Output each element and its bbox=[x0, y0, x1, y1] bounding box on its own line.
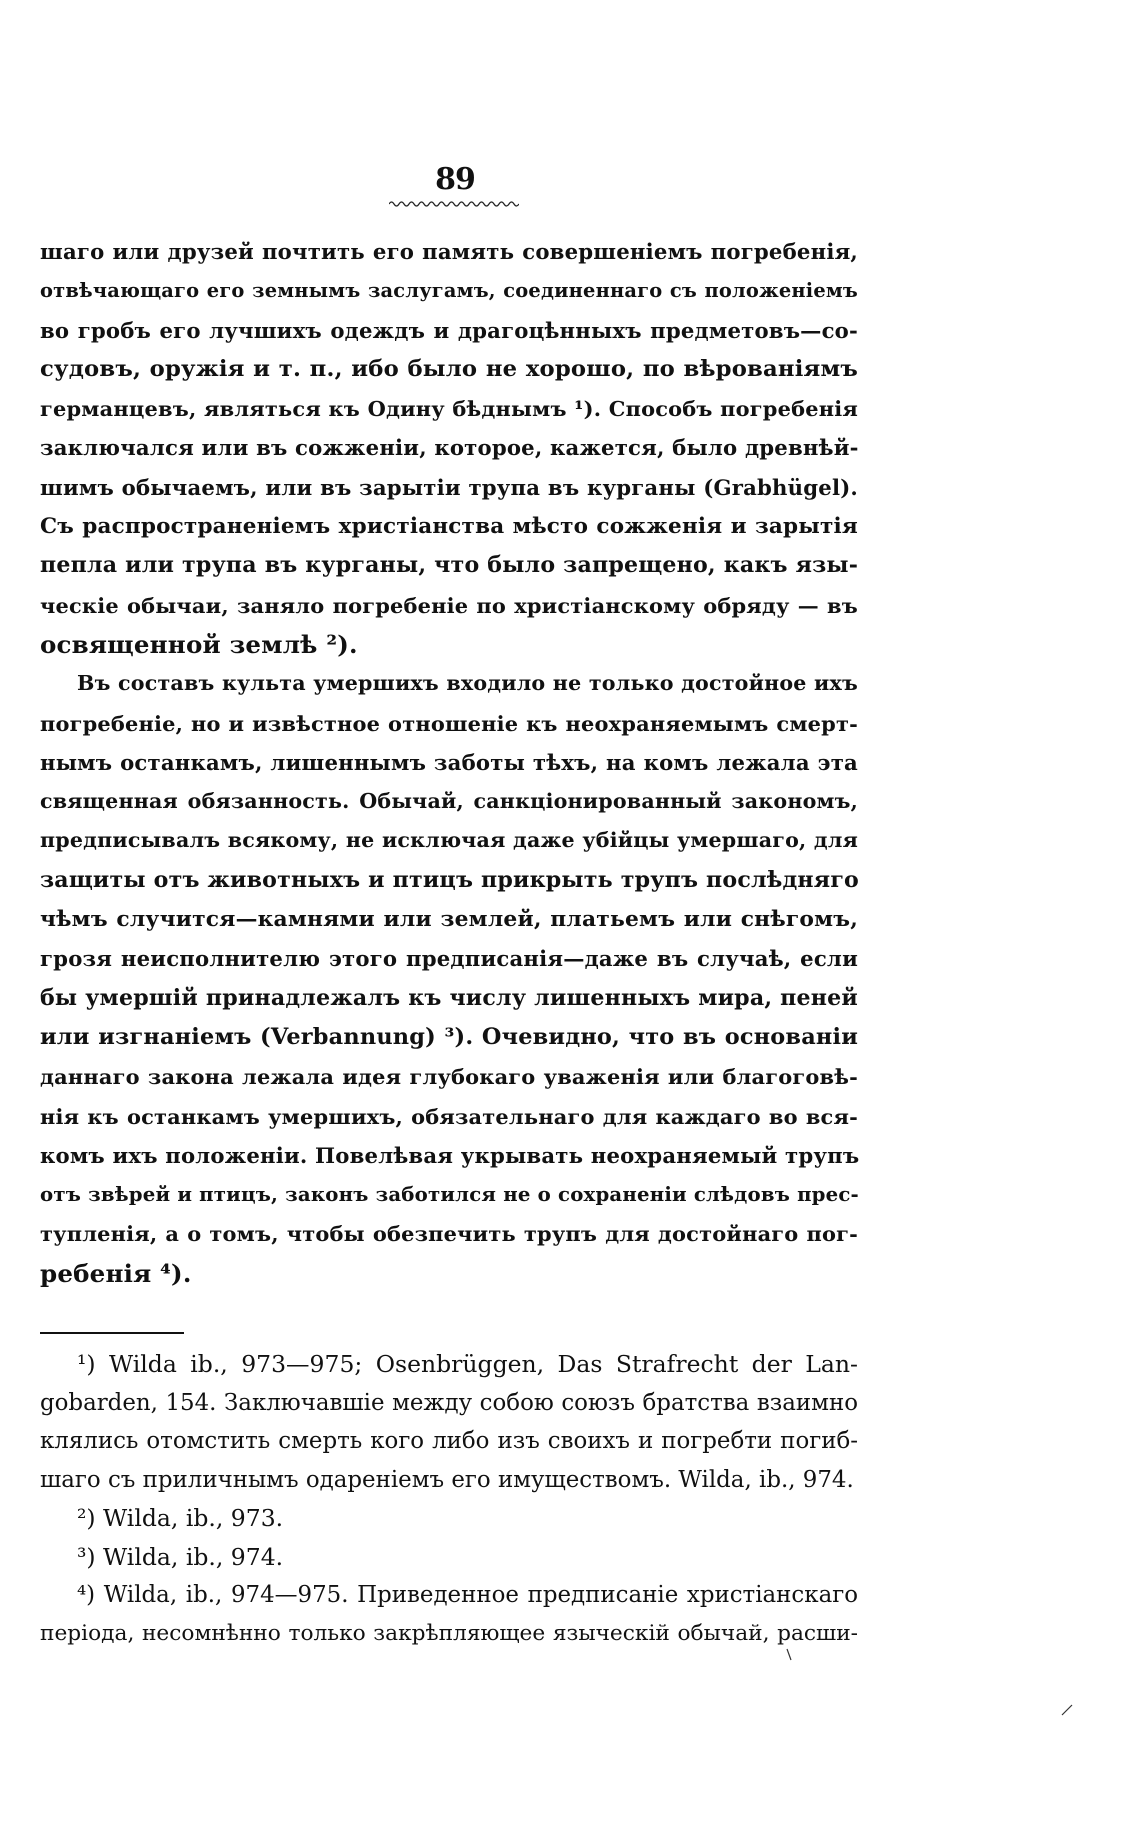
footnote-line: клялись отомстить смерть кого либо изъ своихъ и погребти погиб- bbox=[40, 1428, 858, 1454]
main-text bbox=[40, 232, 858, 1293]
text-line: ческіе обычаи, заняло погребеніе по христіанскому обряду — въ bbox=[40, 592, 858, 618]
text-line: или изгнаніемъ (Verbannung) ³). Очевидно, что въ основаніи bbox=[40, 1023, 858, 1050]
text-line: чѣмъ случится—камнями или землей, платьемъ или снѣгомъ, bbox=[40, 907, 858, 933]
text-line: заключался или въ сожженіи, которое, кажется, было древнѣй- bbox=[40, 435, 859, 461]
paragraph-2 bbox=[40, 664, 858, 1293]
text-line: тупленія, а о томъ, чтобы обезпечить трупъ для достойнаго пог- bbox=[40, 1221, 858, 1247]
text-line: бы умершій принадлежалъ къ числу лишенныхъ мира, пеней bbox=[40, 984, 858, 1011]
text-line: даннаго закона лежала идея глубокаго уваженія или благоговѣ- bbox=[40, 1064, 858, 1090]
text-line: Съ распространеніемъ христіанства мѣсто сожженія и зарытія bbox=[40, 514, 858, 540]
text-line: грозя неисполнителю этого предписанія—даже въ случаѣ, если bbox=[40, 946, 858, 972]
text-line: погребеніе, но и извѣстное отношеніе къ неохраняемымъ смерт- bbox=[40, 710, 858, 736]
scan-speck bbox=[1060, 1704, 1074, 1716]
text-line: отъ звѣрей и птицъ, законъ заботился не о сохраненіи слѣдовъ прес- bbox=[40, 1183, 859, 1207]
text-line: судовъ, оружія и т. п., ибо было не хорошо, по вѣрованіямъ bbox=[40, 355, 858, 382]
page-number: 89 bbox=[435, 162, 475, 197]
footnote-line: ²) Wilda, ib., 973. bbox=[77, 1504, 284, 1532]
text-line: ребенія ⁴). bbox=[40, 1258, 192, 1288]
text-line: нымъ останкамъ, лишеннымъ заботы тѣхъ, на комъ лежала эта bbox=[40, 749, 858, 775]
text-line: германцевъ, являться къ Одину бѣднымъ ¹). Способъ погребенія bbox=[40, 396, 858, 422]
footnote-line: періода, несомнѣнно только закрѣпляющее языческій обычай, расши- bbox=[40, 1620, 858, 1646]
wavy-rule-ornament bbox=[389, 200, 519, 208]
text-line: шаго или друзей почтить его память совершеніемъ погребенія, bbox=[40, 239, 858, 264]
footnote-line: ⁴) Wilda, ib., 974—975. Приведенное предписаніе христіанскаго bbox=[77, 1582, 858, 1608]
text-line: пепла или трупа въ курганы, что было запрещено, какъ язы- bbox=[40, 552, 859, 579]
footnote-line: gobarden, 154. Заключавшіе между собою союзъ братства взаимно bbox=[40, 1389, 858, 1416]
text-line: комъ ихъ положеніи. Повелѣвая укрывать неохраняемый трупъ bbox=[40, 1142, 860, 1168]
text-line: шимъ обычаемъ, или въ зарытіи трупа въ курганы (Grabhügel). bbox=[40, 474, 858, 500]
text-line: отвѣчающаго его земнымъ заслугамъ, соединеннаго съ положеніемъ bbox=[40, 279, 858, 303]
text-line: священная обязанность. Обычай, санкціонированный закономъ, bbox=[40, 789, 858, 814]
footnote-line: ¹) Wilda ib., 973—975; Osenbrüggen, Das Strafrecht der Lan- bbox=[77, 1350, 858, 1378]
footnote-line: ³) Wilda, ib., 974. bbox=[77, 1542, 284, 1571]
paragraph-1 bbox=[40, 232, 858, 664]
text-line: нія къ останкамъ умершихъ, обязательнаго для каждаго во вся- bbox=[40, 1103, 858, 1129]
text-line: предписывалъ всякому, не исключая даже убійцы умершаго, для bbox=[40, 828, 858, 853]
text-line: освященной землѣ ²). bbox=[40, 629, 358, 659]
scan-speck bbox=[785, 1648, 793, 1662]
footnotes bbox=[40, 1345, 858, 1653]
text-line: Въ составъ культа умершихъ входило не только достойное ихъ bbox=[77, 671, 858, 696]
footnote-separator bbox=[40, 1332, 184, 1334]
footnote-line: шаго съ приличнымъ одареніемъ его имуществомъ. Wilda, ib., 974. bbox=[40, 1466, 854, 1493]
text-line: защиты отъ животныхъ и птицъ прикрыть трупъ послѣдняго bbox=[40, 866, 859, 893]
text-line: во гробъ его лучшихъ одеждъ и драгоцѣнныхъ предметовъ—со- bbox=[40, 317, 858, 343]
